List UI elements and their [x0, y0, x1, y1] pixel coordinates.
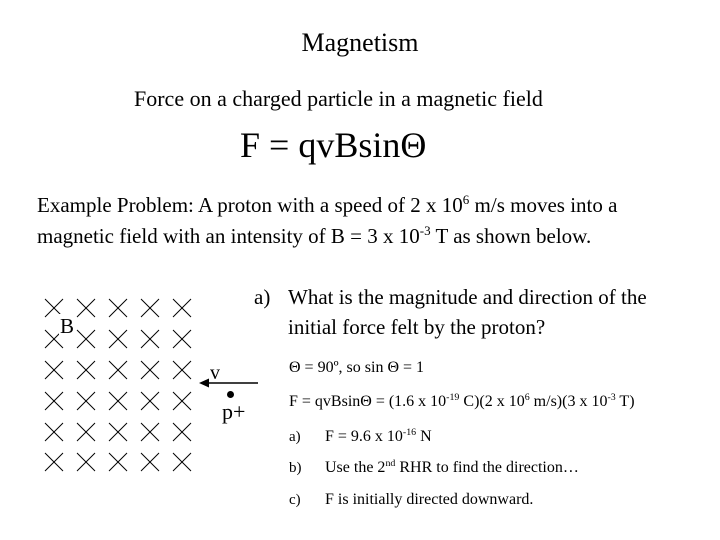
field-x-icon: [77, 423, 95, 441]
superscript: -3: [419, 222, 431, 238]
step-text: F = 9.6 x 10: [325, 428, 403, 445]
example-text: T as shown below.: [430, 224, 592, 248]
velocity-arrow-icon: [198, 376, 260, 390]
superscript: nd: [385, 457, 396, 469]
step-text: F is initially directed downward.: [325, 491, 534, 508]
field-x-icon: [77, 330, 95, 348]
field-x-icon: [173, 423, 191, 441]
field-x-icon: [141, 423, 159, 441]
field-x-icon: [141, 392, 159, 410]
field-x-icon: [173, 330, 191, 348]
proton-label: p+: [222, 399, 246, 424]
field-x-icon: [173, 392, 191, 410]
proton-dot-icon: [227, 391, 234, 398]
step-c-marker: c): [289, 492, 301, 508]
field-x-icon: [141, 299, 159, 317]
question-line-2: initial force felt by the proton?: [288, 315, 546, 339]
field-x-icon: [77, 392, 95, 410]
step-a-text: [325, 428, 432, 446]
slide-title: Magnetism: [301, 28, 419, 57]
magnetic-field-label: B: [60, 314, 75, 338]
calc-text: C)(2 x 10: [459, 393, 525, 410]
field-x-icon: [77, 453, 95, 471]
field-x-icon: [109, 423, 127, 441]
field-x-icon: [45, 423, 63, 441]
field-x-icon: [109, 453, 127, 471]
example-problem-line-2: [37, 224, 591, 249]
step-text: N: [416, 428, 432, 445]
step-b-marker: b): [289, 460, 302, 476]
field-x-icon: [45, 453, 63, 471]
field-x-icon: [109, 392, 127, 410]
field-x-icon: [141, 330, 159, 348]
velocity-label: v: [210, 362, 220, 384]
superscript: 6: [524, 391, 530, 403]
field-x-icon: [173, 453, 191, 471]
step-b-text: [325, 459, 579, 477]
superscript: -3: [607, 391, 616, 403]
field-x-icon: [109, 330, 127, 348]
field-x-icon: [173, 361, 191, 379]
force-calculation: [289, 393, 635, 411]
step-text: Use the 2: [325, 459, 386, 476]
calc-text: m/s)(3 x 10: [529, 393, 608, 410]
superscript: 6: [462, 191, 470, 207]
field-x-icon: [77, 299, 95, 317]
question-line-1: What is the magnitude and direction of the: [288, 285, 647, 309]
example-text: Example Problem: A proton with a speed of 2 x 10: [37, 193, 463, 217]
step-text: RHR to find the direction…: [395, 459, 579, 476]
field-x-icon: [45, 392, 63, 410]
field-x-icon: [141, 361, 159, 379]
calc-text: F = qvBsinΘ = (1.6 x 10: [289, 393, 447, 410]
example-text: magnetic field with an intensity of B = 3 x 10: [37, 224, 420, 248]
step-a-marker: a): [289, 429, 301, 445]
angle-statement: Θ = 90º, so sin Θ = 1: [289, 359, 425, 376]
calc-text: T): [615, 393, 635, 410]
example-text: m/s moves into a: [469, 193, 618, 217]
superscript: -19: [446, 391, 460, 403]
field-x-icon: [109, 361, 127, 379]
field-x-icon: [173, 299, 191, 317]
field-x-icon: [45, 361, 63, 379]
example-problem-line-1: [37, 193, 617, 218]
question-marker: a): [254, 285, 271, 309]
step-c-text: [325, 491, 533, 509]
field-x-icon: [77, 361, 95, 379]
slide-subtitle: Force on a charged particle in a magnetic field: [134, 86, 543, 111]
superscript: -16: [402, 426, 417, 438]
force-formula: F = qvBsinΘ: [240, 125, 427, 165]
field-x-icon: [109, 299, 127, 317]
field-x-icon: [141, 453, 159, 471]
